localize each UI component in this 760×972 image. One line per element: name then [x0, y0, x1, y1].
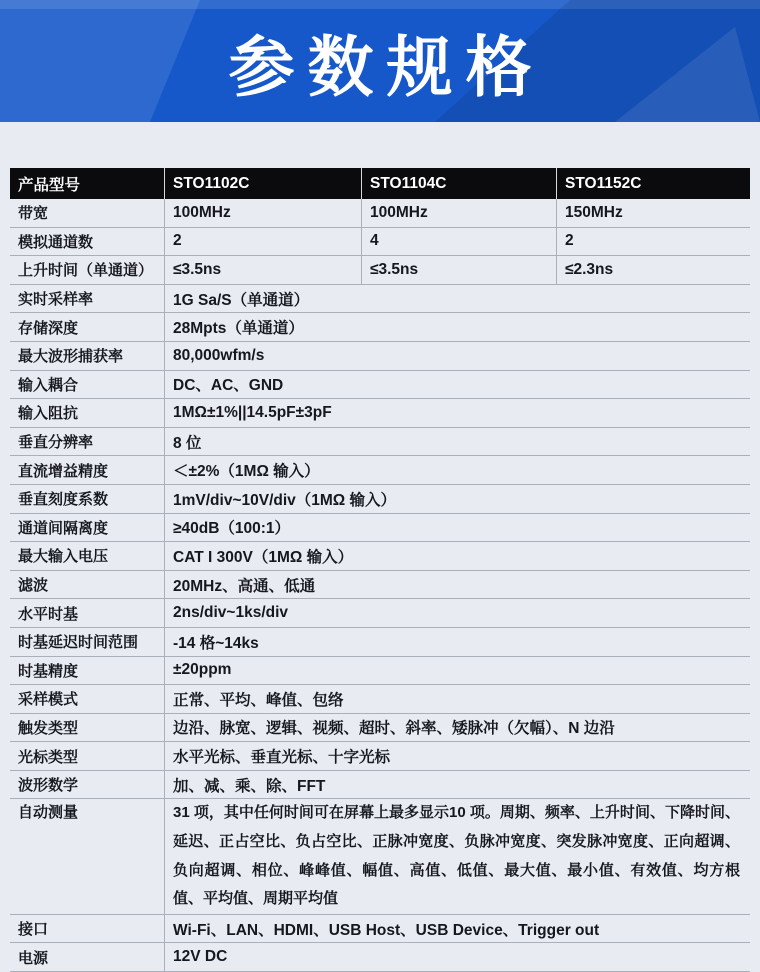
spec-cell-value: 正常、平均、峰值、包络 [173, 691, 344, 709]
spec-row [10, 514, 750, 543]
spec-row-label: 电源 [10, 943, 165, 971]
spec-cell-value: 12V DC [173, 948, 228, 966]
spec-cell-value: 2 [565, 232, 574, 250]
spec-cell-value: 加、减、乘、除、FFT [173, 777, 326, 795]
spec-cell-value: 100MHz [165, 199, 362, 227]
table-header-cell: 产品型号 [10, 168, 165, 199]
table-header-cell: STO1102C [165, 168, 362, 199]
spec-row-label: 存储深度 [10, 313, 165, 341]
spec-row [10, 599, 750, 628]
spec-cell-value: CAT I 300V（1MΩ 输入） [173, 548, 354, 566]
spec-cell-value: ≥40dB（100:1） [173, 520, 291, 538]
spec-row [10, 428, 750, 457]
spec-cell-value: 150MHz [565, 203, 623, 221]
spec-row [10, 915, 750, 944]
spec-cell-value: 水平光标、垂直光标、十字光标 [173, 749, 391, 767]
table-header-cell: STO1152C [565, 174, 642, 192]
spec-row-label: 模拟通道数 [10, 228, 165, 256]
spec-row-label: 输入阻抗 [10, 399, 165, 427]
spec-cell-value: -14 格~14ks [173, 634, 259, 652]
spec-table-body [10, 199, 750, 972]
spec-row-label: 通道间隔离度 [10, 514, 165, 542]
spec-cell-value: 边沿、脉宽、逻辑、视频、超时、斜率、矮脉冲（欠幅）、N 边沿 [173, 720, 615, 738]
table-header-cell: STO1104C [362, 168, 557, 199]
spec-row-label: 实时采样率 [10, 285, 165, 313]
spec-cell-value: DC、AC、GND [173, 377, 284, 395]
spec-cell-value: 31 项，其中任何时间可在屏幕上最多显示10 项。周期、频率、上升时间、下降时间、延迟、正占空比、负占空比、正脉冲宽度、负脉冲宽度、突发脉冲宽度、正向超调、负向超调、相位、峰峰值、幅值、高值、低值、最大值、最小值、有效值、均方根值、平均值、周期平均值 [173, 804, 740, 908]
page-title: 参数规格 [228, 29, 545, 104]
spec-row-label: 水平时基 [10, 599, 165, 627]
spec-row-label: 自动测量 [10, 799, 165, 913]
spec-row-label: 上升时间（单通道） [10, 256, 165, 284]
spec-cell-value: 2ns/div~1ks/div [173, 604, 289, 622]
spec-table [10, 168, 750, 972]
spec-cell-value: 28Mpts（单通道） [173, 320, 304, 338]
spec-row-label: 接口 [10, 915, 165, 943]
spec-row [10, 456, 750, 485]
spec-row [10, 742, 750, 771]
table-header-row [10, 168, 750, 199]
spec-row [10, 256, 750, 285]
spec-cell-value: 4 [362, 228, 557, 256]
spec-row [10, 628, 750, 657]
spec-row-label: 滤波 [10, 571, 165, 599]
spec-cell-value: 100MHz [362, 199, 557, 227]
spec-row-label: 垂直分辨率 [10, 428, 165, 456]
spec-cell-value: 80,000wfm/s [173, 346, 265, 364]
spec-row-label: 最大输入电压 [10, 542, 165, 570]
title-banner [0, 0, 760, 122]
spec-cell-value: ＜±2%（1MΩ 输入） [173, 463, 320, 481]
spec-row-label: 输入耦合 [10, 371, 165, 399]
spec-row [10, 342, 750, 371]
spec-row [10, 485, 750, 514]
spec-row-label: 时基精度 [10, 657, 165, 685]
spec-row [10, 571, 750, 600]
spec-row-label: 波形数学 [10, 771, 165, 799]
spec-row [10, 771, 750, 800]
spec-row [10, 799, 750, 914]
spec-cell-value: ±20ppm [173, 661, 232, 679]
spec-row-label: 垂直刻度系数 [10, 485, 165, 513]
spec-row-label: 时基延迟时间范围 [10, 628, 165, 656]
spec-row [10, 657, 750, 686]
spec-cell-value: ≤3.5ns [165, 256, 362, 284]
spec-row [10, 685, 750, 714]
spec-row-label: 最大波形捕获率 [10, 342, 165, 370]
spec-row-label: 采样模式 [10, 685, 165, 713]
spec-cell-value: 20MHz、高通、低通 [173, 577, 316, 595]
spec-cell-value: 1G Sa/S（单通道） [173, 291, 310, 309]
spec-cell-value: 2 [165, 228, 362, 256]
spec-row [10, 371, 750, 400]
spec-row [10, 714, 750, 743]
spec-row [10, 943, 750, 972]
spec-row-label: 触发类型 [10, 714, 165, 742]
spec-row-label: 带宽 [10, 199, 165, 227]
spec-row [10, 199, 750, 228]
spec-cell-value: ≤3.5ns [362, 256, 557, 284]
spec-cell-value: 1MΩ±1%||14.5pF±3pF [173, 403, 332, 421]
spec-row [10, 285, 750, 314]
spec-row-label: 直流增益精度 [10, 456, 165, 484]
spec-cell-value: 8 位 [173, 434, 202, 452]
spec-row [10, 542, 750, 571]
spec-cell-value: 1mV/div~10V/div（1MΩ 输入） [173, 491, 397, 509]
spec-row [10, 399, 750, 428]
spec-row [10, 228, 750, 257]
spec-cell-value: Wi-Fi、LAN、HDMI、USB Host、USB Device、Trigger out [173, 921, 600, 939]
spec-row [10, 313, 750, 342]
spec-cell-value: ≤2.3ns [565, 260, 614, 278]
spec-row-label: 光标类型 [10, 742, 165, 770]
